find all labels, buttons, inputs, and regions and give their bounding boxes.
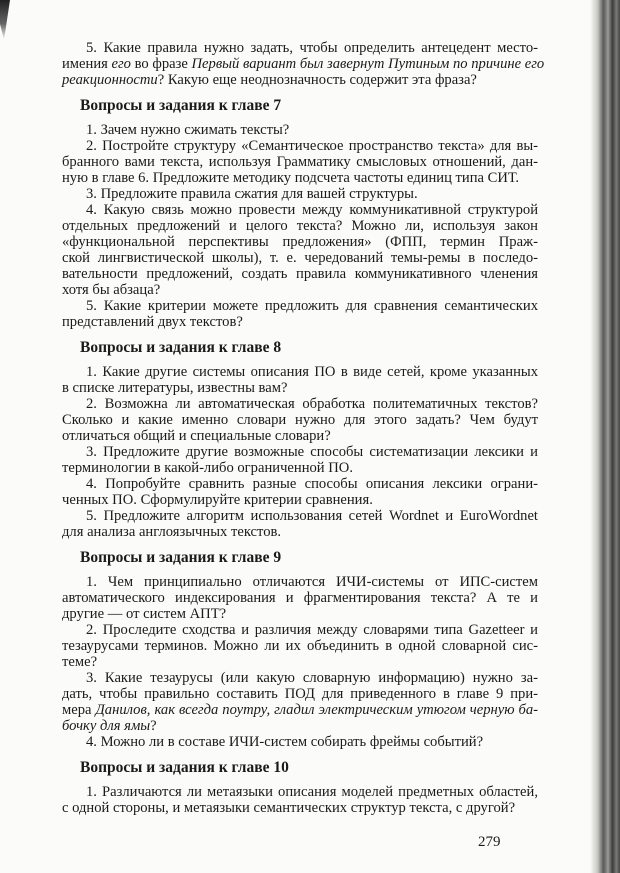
text-segment: хотя бы абзаца? bbox=[62, 282, 161, 298]
text-segment: имения bbox=[62, 56, 112, 72]
text-line bbox=[62, 702, 538, 718]
text-line bbox=[62, 56, 545, 72]
text-segment: теме? bbox=[62, 654, 98, 670]
text-line bbox=[62, 444, 538, 460]
text-line bbox=[62, 800, 538, 816]
text-line bbox=[62, 638, 538, 654]
text-line bbox=[62, 524, 538, 540]
text-segment: тезаурусами терминов. Можно ли их объединить в одной словарной сис- bbox=[62, 638, 538, 654]
text-segment: отличаться общий и специальные словари? bbox=[62, 428, 331, 444]
text-segment: вательности предложений, создать правила коммуникативного членения bbox=[62, 266, 538, 282]
section-heading: Вопросы и задания к главе 7 bbox=[80, 97, 282, 114]
text-line bbox=[62, 460, 538, 476]
paragraph bbox=[62, 202, 538, 298]
text-segment: 5. Какие критерии можете предложить для сравнения семантических bbox=[86, 298, 538, 314]
text-line bbox=[62, 72, 538, 88]
paragraph bbox=[62, 574, 538, 622]
scan-book-edge bbox=[590, 0, 620, 873]
text-line bbox=[62, 606, 538, 622]
text-line bbox=[62, 250, 538, 266]
text-line bbox=[62, 234, 538, 250]
text-line bbox=[62, 654, 538, 670]
text-line bbox=[62, 574, 538, 590]
section-heading: Вопросы и задания к главе 9 bbox=[80, 549, 282, 566]
text-line bbox=[62, 686, 538, 702]
paragraph bbox=[62, 186, 538, 202]
text-line bbox=[62, 380, 538, 396]
text-segment: 3. Какие тезаурусы (или какую словарную информацию) нужно за- bbox=[86, 670, 538, 686]
text-segment: 1. Зачем нужно сжимать тексты? bbox=[86, 122, 290, 138]
text-line bbox=[62, 428, 538, 444]
text-segment: Сколько и какие именно словари нужно для этого задать? Чем будут bbox=[62, 412, 538, 428]
text-segment: отдельных предложений и целого текста? Можно ли, используя закон bbox=[62, 218, 538, 234]
text-line bbox=[62, 314, 538, 330]
text-segment: 4. Попробуйте сравнить разные способы описания лексики ограни- bbox=[86, 476, 538, 492]
paragraph bbox=[62, 40, 545, 88]
text-segment: ? bbox=[150, 718, 157, 734]
text-line bbox=[62, 266, 538, 282]
text-line bbox=[62, 590, 538, 606]
text-line bbox=[62, 784, 538, 800]
text-segment: 4. Можно ли в составе ИЧИ-систем собирать фреймы событий? bbox=[86, 734, 484, 750]
text-segment: бранного вами текста, используя Грамматику смысловых отношений, дан- bbox=[62, 154, 538, 170]
text-line bbox=[62, 412, 538, 428]
section-heading: Вопросы и задания к главе 8 bbox=[80, 339, 282, 356]
text-segment: в списке литературы, известны вам? bbox=[62, 380, 288, 396]
text-line bbox=[62, 186, 538, 202]
text-line bbox=[62, 170, 538, 186]
text-segment: 3. Предложите другие возможные способы систематизации лексики и bbox=[86, 444, 538, 460]
text-segment: во фразе bbox=[130, 56, 192, 72]
text-line bbox=[62, 718, 538, 734]
text-line bbox=[62, 364, 538, 380]
text-segment: 3. Предложите правила сжатия для вашей структуры. bbox=[86, 186, 418, 202]
text-segment: терминологии в какой-либо ограниченной ПО. bbox=[62, 460, 353, 476]
text-segment: с одной стороны, и метаязыки семантических структур текста, с другой? bbox=[62, 800, 516, 816]
page-body bbox=[62, 40, 545, 816]
text-segment: 4. Какую связь можно провести между коммуникативной структурой bbox=[86, 202, 538, 218]
text-segment: ную в главе 6. Предложите методику подсчета частоты единиц типа СИТ. bbox=[62, 170, 520, 186]
text-line bbox=[62, 396, 538, 412]
text-segment: 5. Какие правила нужно задать, чтобы определить антецедент место- bbox=[86, 40, 538, 56]
text-line bbox=[62, 492, 538, 508]
italic-example-text: реакционности bbox=[62, 72, 158, 88]
text-segment: мера bbox=[62, 702, 96, 718]
italic-example-text: Данилов, как всегда поутру, гладил электрическим утюгом черную ба- bbox=[95, 702, 538, 718]
text-line bbox=[62, 138, 538, 154]
paragraph bbox=[62, 670, 538, 734]
paragraph bbox=[62, 122, 538, 138]
text-line bbox=[62, 282, 538, 298]
text-segment: другие — от систем АПТ? bbox=[62, 606, 227, 622]
text-line bbox=[62, 476, 538, 492]
italic-example-text: Первый вариант был завернут Путиным по причине его bbox=[191, 56, 545, 72]
text-segment: 1. Какие другие системы описания ПО в виде сетей, кроме указанных bbox=[86, 364, 538, 380]
text-segment: 2. Возможна ли автоматическая обработка политематичных текстов? bbox=[86, 396, 538, 412]
text-segment: представлений двух текстов? bbox=[62, 314, 243, 330]
paragraph bbox=[62, 784, 538, 816]
text-line bbox=[62, 298, 538, 314]
paragraph bbox=[62, 476, 538, 508]
paragraph bbox=[62, 364, 538, 396]
text-line bbox=[62, 122, 538, 138]
text-segment: ? Какую еще неоднозначность содержит эта фраза? bbox=[157, 72, 477, 88]
text-segment: «функциональной перспективы предложения» (ФПП, термин Праж- bbox=[62, 234, 538, 250]
paragraph bbox=[62, 734, 538, 750]
paragraph bbox=[62, 622, 538, 670]
scan-corner-mark bbox=[0, 0, 10, 40]
italic-example-text: бочку для ямы bbox=[62, 718, 151, 734]
text-line bbox=[62, 508, 538, 524]
text-line bbox=[62, 622, 538, 638]
paragraph bbox=[62, 396, 538, 444]
text-line bbox=[62, 40, 538, 56]
italic-example-text: его bbox=[111, 56, 131, 72]
text-line bbox=[62, 202, 538, 218]
text-segment: ченных ПО. Сформулируйте критерии сравнения. bbox=[62, 492, 373, 508]
paragraph bbox=[62, 508, 538, 540]
text-segment: для анализа англоязычных текстов. bbox=[62, 524, 282, 540]
paragraph bbox=[62, 444, 538, 476]
section-heading: Вопросы и задания к главе 10 bbox=[80, 759, 289, 776]
page-number: 279 bbox=[478, 834, 501, 850]
text-line bbox=[62, 218, 538, 234]
text-segment: 2. Проследите сходства и различия между словарями типа Gazetteer и bbox=[86, 622, 538, 638]
paragraph bbox=[62, 138, 538, 186]
paragraph bbox=[62, 298, 538, 330]
text-segment: ской лингвистической школы), т. е. чередований темы-ремы в последо- bbox=[62, 250, 538, 266]
text-line bbox=[62, 734, 538, 750]
text-line bbox=[62, 670, 538, 686]
text-segment: дать, чтобы правильно составить ПОД для приведенного в главе 9 при- bbox=[62, 686, 538, 702]
text-segment: 1. Чем принципиально отличаются ИЧИ-системы от ИПС-систем bbox=[86, 574, 538, 590]
text-line bbox=[62, 154, 538, 170]
text-segment: автоматического индексирования и фрагментирования текста? А те и bbox=[62, 590, 538, 606]
text-segment: 1. Различаются ли метаязыки описания моделей предметных областей, bbox=[86, 784, 538, 800]
text-segment: 2. Постройте структуру «Семантическое пространство текста» для вы- bbox=[86, 138, 538, 154]
text-segment: 5. Предложите алгоритм использования сетей Wordnet и EuroWordnet bbox=[86, 508, 538, 524]
